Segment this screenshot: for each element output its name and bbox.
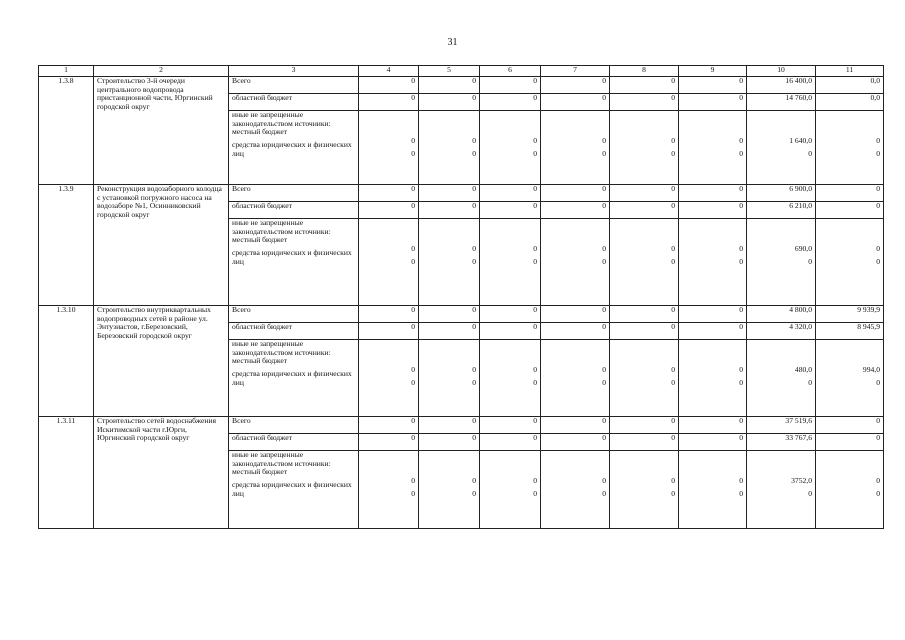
- header-cell: 11: [816, 66, 884, 77]
- local-budget-value: 0: [472, 244, 476, 253]
- value-cell: 0: [419, 77, 480, 94]
- value-cell: 0: [480, 417, 541, 434]
- value-cell: 0: [541, 417, 610, 434]
- value-cell: 0: [541, 185, 610, 202]
- legal-entities-value: 0: [808, 488, 812, 498]
- value-cell: 0: [610, 323, 679, 340]
- header-cell: 9: [679, 66, 747, 77]
- other-sources-label: иные не запрещенные законодательством источники:: [232, 339, 331, 357]
- value-cell: 0: [679, 77, 747, 94]
- value-cell: 0: [679, 94, 747, 111]
- value-cell: 0: [610, 185, 679, 202]
- local-budget-value: 480,0: [794, 365, 812, 374]
- value-cell: 0: [679, 202, 747, 219]
- section-code: 1.3.11: [39, 417, 94, 529]
- value-cell: 0: [679, 323, 747, 340]
- source-label: Всего: [229, 77, 359, 94]
- header-cell: 4: [359, 66, 419, 77]
- legal-entities-value: 0: [602, 148, 606, 158]
- value-cell: 0: [480, 434, 541, 451]
- value-cell: 0: [816, 202, 884, 219]
- value-cell-group: [541, 111, 610, 185]
- value-cell-group: [816, 111, 884, 185]
- local-budget-value: 0: [472, 476, 476, 485]
- local-budget-value: 0: [411, 476, 415, 485]
- header-cell: 7: [541, 66, 610, 77]
- header-cell: 1: [39, 66, 94, 77]
- value-cell: 0: [541, 323, 610, 340]
- local-budget-label: местный бюджет: [232, 127, 288, 137]
- value-cell-group: [816, 219, 884, 306]
- value-cell: 37 519,6: [747, 417, 816, 434]
- local-budget-value: 0: [671, 365, 675, 374]
- legal-entities-value: 0: [602, 256, 606, 266]
- local-budget-value: 0: [411, 136, 415, 145]
- section-total-row: [39, 77, 884, 94]
- value-cell: 8 945,9: [816, 323, 884, 340]
- legal-entities-value: 0: [876, 488, 880, 498]
- value-cell: 0: [541, 202, 610, 219]
- source-label: областной бюджет: [229, 434, 359, 451]
- value-cell-group: [747, 111, 816, 185]
- value-cell: 0: [679, 417, 747, 434]
- value-cell-group: [679, 111, 747, 185]
- section-name: Строительство сетей водоснабжения Искитимской части г.Юрги, Юргинский городской округ: [94, 417, 229, 529]
- local-budget-value: 0: [411, 244, 415, 253]
- header-cell: 2: [94, 66, 229, 77]
- legal-entities-value: 0: [472, 377, 476, 387]
- legal-entities-value: 0: [533, 488, 537, 498]
- value-cell: 0: [419, 417, 480, 434]
- value-cell: 0: [610, 434, 679, 451]
- section-name: Строительство 3-й очереди центрального водопровода пристанционной части, Юргинский городской округ: [94, 77, 229, 185]
- local-budget-label: местный бюджет: [232, 467, 288, 477]
- value-cell-group: [747, 219, 816, 306]
- legal-entities-value: 0: [472, 148, 476, 158]
- page-number: 31: [447, 37, 458, 48]
- value-cell-group: [359, 219, 419, 306]
- value-cell-group: [747, 340, 816, 417]
- value-cell-group: [419, 451, 480, 529]
- value-cell: 14 760,0: [747, 94, 816, 111]
- value-cell: 0: [480, 202, 541, 219]
- value-cell: 0: [419, 434, 480, 451]
- value-cell: 0: [816, 417, 884, 434]
- value-cell: 0: [610, 202, 679, 219]
- source-label: областной бюджет: [229, 202, 359, 219]
- legal-entities-value: 0: [876, 256, 880, 266]
- legal-entities-value: 0: [533, 377, 537, 387]
- value-cell-group: [610, 451, 679, 529]
- value-cell: 4 320,0: [747, 323, 816, 340]
- local-budget-value: 1 640,0: [789, 136, 812, 145]
- legal-entities-value: 0: [808, 148, 812, 158]
- legal-entities-value: 0: [671, 256, 675, 266]
- value-cell-group: [816, 451, 884, 529]
- header-cell: 6: [480, 66, 541, 77]
- local-budget-value: 690,0: [794, 244, 812, 253]
- legal-entities-value: 0: [533, 256, 537, 266]
- local-budget-label: местный бюджет: [232, 235, 288, 245]
- local-budget-value: 0: [602, 244, 606, 253]
- local-budget-value: 3752,0: [791, 476, 812, 485]
- section-code: 1.3.10: [39, 306, 94, 417]
- value-cell-group: [816, 340, 884, 417]
- local-budget-value: 0: [533, 476, 537, 485]
- value-cell-group: [480, 111, 541, 185]
- value-cell: 0: [359, 323, 419, 340]
- section-code: 1.3.9: [39, 185, 94, 306]
- legal-entities-value: 0: [533, 148, 537, 158]
- value-cell: 33 767,6: [747, 434, 816, 451]
- value-cell: 0: [541, 306, 610, 323]
- value-cell: 0: [541, 94, 610, 111]
- source-label: Всего: [229, 306, 359, 323]
- value-cell: 6 900,0: [747, 185, 816, 202]
- local-budget-value: 0: [671, 244, 675, 253]
- local-budget-value: 994,0: [862, 365, 880, 374]
- legal-entities-value: 0: [671, 488, 675, 498]
- value-cell-group: [419, 219, 480, 306]
- value-cell: 9 939,9: [816, 306, 884, 323]
- legal-entities-value: 0: [671, 148, 675, 158]
- source-label: областной бюджет: [229, 94, 359, 111]
- value-cell: 0,0: [816, 94, 884, 111]
- value-cell: 0: [480, 94, 541, 111]
- value-cell: 0: [359, 306, 419, 323]
- value-cell-group: [541, 451, 610, 529]
- value-cell-group: [419, 111, 480, 185]
- value-cell: 0: [480, 77, 541, 94]
- value-cell-group: [541, 219, 610, 306]
- legal-entities-value: 0: [739, 256, 743, 266]
- value-cell: 0: [419, 94, 480, 111]
- local-budget-value: 0: [739, 476, 743, 485]
- value-cell: 6 210,0: [747, 202, 816, 219]
- legal-entities-value: 0: [876, 148, 880, 158]
- section-name: Строительство внутриквартальных водопроводных сетей в районе ул. Энтузиастов, г.Березовский, Березовский городской округ: [94, 306, 229, 417]
- legal-entities-label: средства юридических и физических лиц: [232, 248, 352, 266]
- value-cell-group: [747, 451, 816, 529]
- local-budget-value: 0: [411, 365, 415, 374]
- value-cell-group: [359, 451, 419, 529]
- header-cell: 10: [747, 66, 816, 77]
- value-cell: 0: [419, 306, 480, 323]
- value-cell: 0: [359, 77, 419, 94]
- other-sources-label: иные не запрещенные законодательством источники:: [232, 450, 331, 468]
- value-cell-group: [610, 111, 679, 185]
- header-cell: 3: [229, 66, 359, 77]
- value-cell: 0: [610, 417, 679, 434]
- value-cell: 0: [359, 434, 419, 451]
- value-cell: 0: [359, 202, 419, 219]
- legal-entities-value: 0: [808, 377, 812, 387]
- value-cell: 0: [610, 77, 679, 94]
- header-row: [39, 66, 884, 77]
- local-budget-value: 0: [671, 136, 675, 145]
- legal-entities-value: 0: [739, 377, 743, 387]
- other-sources-label: иные не запрещенные законодательством источники:: [232, 110, 331, 128]
- value-cell: 0: [419, 185, 480, 202]
- source-label-group: [229, 111, 359, 185]
- local-budget-value: 0: [739, 365, 743, 374]
- value-cell-group: [480, 451, 541, 529]
- value-cell: 0: [419, 323, 480, 340]
- value-cell: 0: [419, 202, 480, 219]
- section-total-row: [39, 185, 884, 202]
- local-budget-value: 0: [602, 365, 606, 374]
- local-budget-value: 0: [472, 136, 476, 145]
- local-budget-label: местный бюджет: [232, 356, 288, 366]
- source-label-group: [229, 340, 359, 417]
- local-budget-value: 0: [876, 136, 880, 145]
- value-cell: 0: [816, 434, 884, 451]
- legal-entities-label: средства юридических и физических лиц: [232, 480, 352, 498]
- source-label: Всего: [229, 185, 359, 202]
- value-cell: 0: [679, 306, 747, 323]
- value-cell: 4 800,0: [747, 306, 816, 323]
- local-budget-value: 0: [472, 365, 476, 374]
- value-cell-group: [679, 340, 747, 417]
- value-cell-group: [679, 451, 747, 529]
- value-cell: 0: [480, 185, 541, 202]
- value-cell: 0: [610, 94, 679, 111]
- value-cell-group: [610, 340, 679, 417]
- legal-entities-value: 0: [602, 488, 606, 498]
- value-cell-group: [679, 219, 747, 306]
- value-cell-group: [359, 111, 419, 185]
- value-cell-group: [419, 340, 480, 417]
- value-cell: 0: [610, 306, 679, 323]
- local-budget-value: 0: [739, 136, 743, 145]
- budget-table: [38, 65, 884, 529]
- source-label: Всего: [229, 417, 359, 434]
- section-code: 1.3.8: [39, 77, 94, 185]
- value-cell: 0: [541, 77, 610, 94]
- value-cell: 0,0: [816, 77, 884, 94]
- local-budget-value: 0: [602, 136, 606, 145]
- local-budget-value: 0: [876, 476, 880, 485]
- legal-entities-value: 0: [671, 377, 675, 387]
- value-cell-group: [480, 340, 541, 417]
- legal-entities-value: 0: [808, 256, 812, 266]
- value-cell: 0: [359, 417, 419, 434]
- section-total-row: [39, 306, 884, 323]
- value-cell: 0: [359, 185, 419, 202]
- value-cell-group: [480, 219, 541, 306]
- value-cell-group: [541, 340, 610, 417]
- legal-entities-value: 0: [411, 148, 415, 158]
- section-total-row: [39, 417, 884, 434]
- value-cell: 0: [480, 306, 541, 323]
- legal-entities-label: средства юридических и физических лиц: [232, 369, 352, 387]
- source-label-group: [229, 219, 359, 306]
- legal-entities-value: 0: [411, 256, 415, 266]
- legal-entities-value: 0: [739, 488, 743, 498]
- source-label: областной бюджет: [229, 323, 359, 340]
- value-cell-group: [610, 219, 679, 306]
- section-name: Реконструкция водозаборного колодца с установкой погружного насоса на водозаборе №1, Осинниковский городской округ: [94, 185, 229, 306]
- legal-entities-value: 0: [411, 488, 415, 498]
- value-cell: 0: [679, 434, 747, 451]
- value-cell: 0: [679, 185, 747, 202]
- legal-entities-value: 0: [472, 488, 476, 498]
- local-budget-value: 0: [602, 476, 606, 485]
- local-budget-value: 0: [739, 244, 743, 253]
- legal-entities-value: 0: [411, 377, 415, 387]
- local-budget-value: 0: [533, 365, 537, 374]
- legal-entities-value: 0: [472, 256, 476, 266]
- value-cell: 0: [359, 94, 419, 111]
- other-sources-label: иные не запрещенные законодательством источники:: [232, 218, 331, 236]
- value-cell: 0: [816, 185, 884, 202]
- value-cell: 0: [480, 323, 541, 340]
- local-budget-value: 0: [533, 136, 537, 145]
- local-budget-value: 0: [671, 476, 675, 485]
- local-budget-value: 0: [876, 244, 880, 253]
- value-cell-group: [359, 340, 419, 417]
- legal-entities-value: 0: [876, 377, 880, 387]
- value-cell: 16 400,0: [747, 77, 816, 94]
- legal-entities-value: 0: [739, 148, 743, 158]
- legal-entities-label: средства юридических и физических лиц: [232, 140, 352, 158]
- legal-entities-value: 0: [602, 377, 606, 387]
- header-cell: 8: [610, 66, 679, 77]
- local-budget-value: 0: [533, 244, 537, 253]
- source-label-group: [229, 451, 359, 529]
- header-cell: 5: [419, 66, 480, 77]
- value-cell: 0: [541, 434, 610, 451]
